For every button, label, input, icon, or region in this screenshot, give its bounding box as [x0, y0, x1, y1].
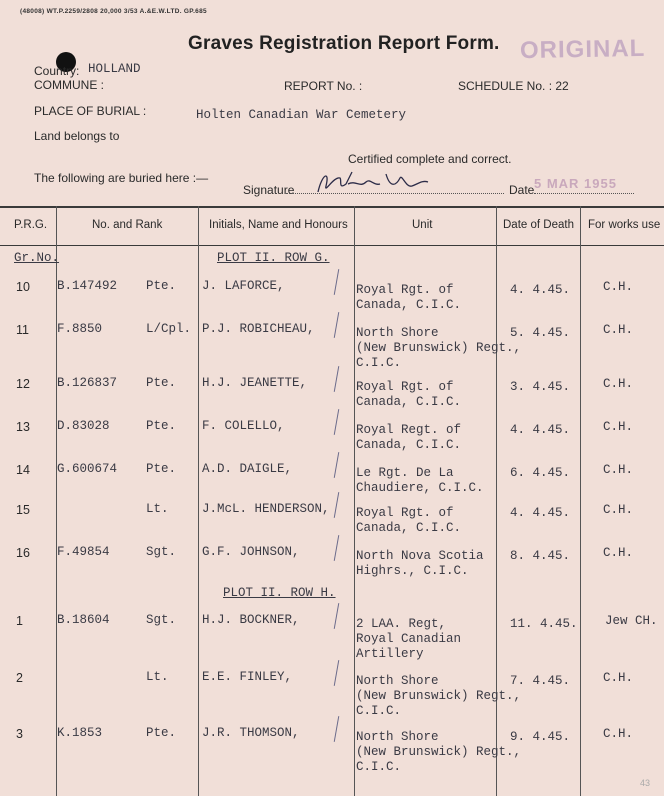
rank: L/Cpl.: [146, 322, 192, 336]
works-use: Jew CH.: [605, 614, 658, 628]
date-of-death: 4. 4.45.: [510, 283, 571, 297]
works-use: C.H.: [603, 727, 634, 741]
grave-number: 13: [16, 420, 30, 434]
grave-number: 1: [16, 614, 23, 628]
grave-number: 14: [16, 463, 30, 477]
unit-line: Royal Rgt. of: [356, 506, 454, 520]
rank: Pte.: [146, 462, 177, 476]
soldier-name: P.J. ROBICHEAU,: [202, 322, 315, 336]
rank: Pte.: [146, 279, 177, 293]
unit-line: Le Rgt. De La: [356, 466, 454, 480]
check-mark: [330, 269, 342, 297]
rank: Lt.: [146, 502, 169, 516]
unit-line: Royal Canadian: [356, 632, 462, 646]
service-number: F.49854: [57, 545, 110, 559]
date-of-death: 4. 4.45.: [510, 423, 571, 437]
original-stamp: ORIGINAL: [519, 34, 646, 65]
check-mark: [330, 535, 342, 563]
soldier-name: E.E. FINLEY,: [202, 670, 293, 684]
rank: Pte.: [146, 376, 177, 390]
soldier-name: H.J. BOCKNER,: [202, 613, 300, 627]
unit-line: North Shore: [356, 674, 439, 688]
grave-number: 3: [16, 727, 23, 741]
certified-label: Certified complete and correct.: [348, 152, 512, 166]
place-of-burial-label: PLACE OF BURIAL :: [34, 104, 147, 118]
rank: Pte.: [146, 726, 177, 740]
works-use: C.H.: [603, 420, 634, 434]
service-number: D.83028: [57, 419, 110, 433]
date-of-death: 7. 4.45.: [510, 674, 571, 688]
report-no-label: REPORT No. :: [284, 79, 363, 93]
unit-line: Canada, C.I.C.: [356, 395, 462, 409]
unit-line: C.I.C.: [356, 356, 402, 370]
check-mark: [330, 603, 342, 631]
plot-heading: PLOT II. ROW G.: [217, 251, 330, 265]
rank: Sgt.: [146, 613, 177, 627]
check-mark: [330, 409, 342, 437]
unit-line: C.I.C.: [356, 760, 402, 774]
date-of-death: 11. 4.45.: [510, 617, 578, 631]
country-label: Country:: [34, 64, 80, 78]
header-prg: P.R.G.: [14, 219, 48, 231]
rank: Pte.: [146, 419, 177, 433]
column-divider: [56, 206, 57, 796]
unit-line: (New Brunswick) Regt.,: [356, 745, 522, 759]
unit-line: Canada, C.I.C.: [356, 521, 462, 535]
commune-label: COMMUNE :: [34, 78, 104, 92]
grave-number: 11: [16, 323, 29, 337]
soldier-name: H.J. JEANETTE,: [202, 376, 308, 390]
form-title: Graves Registration Report Form.: [188, 33, 500, 54]
soldier-name: J.McL. HENDERSON,: [202, 502, 330, 516]
date-of-death: 5. 4.45.: [510, 326, 571, 340]
works-use: C.H.: [603, 463, 634, 477]
date-of-death: 8. 4.45.: [510, 549, 571, 563]
works-use: C.H.: [603, 671, 634, 685]
table-header-border: [0, 245, 664, 246]
service-number: G.600674: [57, 462, 118, 476]
header-date-of-death: Date of Death: [503, 219, 574, 231]
date-of-death: 4. 4.45.: [510, 506, 571, 520]
unit-line: North Shore: [356, 730, 439, 744]
service-number: B.126837: [57, 376, 118, 390]
unit-line: Royal Rgt. of: [356, 380, 454, 394]
header-no-rank: No. and Rank: [92, 219, 163, 231]
place-of-burial-value: Holten Canadian War Cemetery: [196, 108, 407, 122]
check-mark: [330, 312, 342, 340]
soldier-name: J.R. THOMSON,: [202, 726, 300, 740]
works-use: C.H.: [603, 503, 634, 517]
soldier-name: A.D. DAIGLE,: [202, 462, 293, 476]
header-name: Initials, Name and Honours: [209, 219, 348, 231]
handwritten-signature: [312, 166, 432, 198]
column-divider: [496, 206, 497, 796]
check-mark: [330, 366, 342, 394]
unit-line: Highrs., C.I.C.: [356, 564, 469, 578]
country-value: HOLLAND: [88, 62, 141, 76]
date-of-death: 9. 4.45.: [510, 730, 571, 744]
works-use: C.H.: [603, 280, 634, 294]
print-code: (48008) WT.P.2259/2808 20,000 3/53 A.&E.W.LTD. GP.685: [20, 8, 207, 15]
rank: Lt.: [146, 670, 169, 684]
unit-line: Canada, C.I.C.: [356, 438, 462, 452]
soldier-name: G.F. JOHNSON,: [202, 545, 300, 559]
works-use: C.H.: [603, 377, 634, 391]
column-divider: [198, 206, 199, 796]
check-mark: [330, 452, 342, 480]
grave-number: 15: [16, 503, 30, 517]
unit-line: (New Brunswick) Regt.,: [356, 341, 522, 355]
check-mark: [330, 660, 342, 688]
date-of-death: 6. 4.45.: [510, 466, 571, 480]
date-of-death: 3. 4.45.: [510, 380, 571, 394]
unit-line: Chaudiere, C.I.C.: [356, 481, 484, 495]
header-works: For works use: [588, 219, 661, 231]
schedule-no-label: SCHEDULE No. : 22: [458, 79, 569, 93]
service-number: B.147492: [57, 279, 118, 293]
grave-number: 12: [16, 377, 30, 391]
date-stamp: 5 MAR 1955: [534, 176, 617, 191]
unit-line: Canada, C.I.C.: [356, 298, 462, 312]
date-line: [534, 193, 634, 194]
unit-line: (New Brunswick) Regt.,: [356, 689, 522, 703]
page-note: 43: [640, 778, 651, 788]
unit-line: C.I.C.: [356, 704, 402, 718]
check-mark: [330, 716, 342, 744]
soldier-name: J. LAFORCE,: [202, 279, 285, 293]
grave-number: 10: [16, 280, 30, 294]
rank: Sgt.: [146, 545, 177, 559]
unit-line: North Shore: [356, 326, 439, 340]
unit-line: Royal Rgt. of: [356, 283, 454, 297]
grave-number: 16: [16, 546, 30, 560]
works-use: C.H.: [603, 546, 634, 560]
works-use: C.H.: [603, 323, 634, 337]
service-number: F.8850: [57, 322, 103, 336]
date-label: Date: [509, 183, 535, 197]
signature-label: Signature: [243, 183, 295, 197]
table-top-border: [0, 206, 664, 208]
soldier-name: F. COLELLO,: [202, 419, 285, 433]
unit-line: 2 LAA. Regt,: [356, 617, 447, 631]
service-number: B.18604: [57, 613, 110, 627]
grave-number: 2: [16, 671, 23, 685]
gr-no-label: Gr.No.: [14, 251, 60, 265]
land-belongs-label: Land belongs to: [34, 129, 120, 143]
unit-line: Royal Regt. of: [356, 423, 462, 437]
column-divider: [580, 206, 581, 796]
check-mark: [330, 492, 342, 520]
header-unit: Unit: [412, 219, 433, 231]
plot-heading: PLOT II. ROW H.: [223, 586, 336, 600]
service-number: K.1853: [57, 726, 103, 740]
unit-line: Artillery: [356, 647, 424, 661]
column-divider: [354, 206, 355, 796]
buried-here-label: The following are buried here :—: [34, 171, 209, 185]
unit-line: North Nova Scotia: [356, 549, 484, 563]
